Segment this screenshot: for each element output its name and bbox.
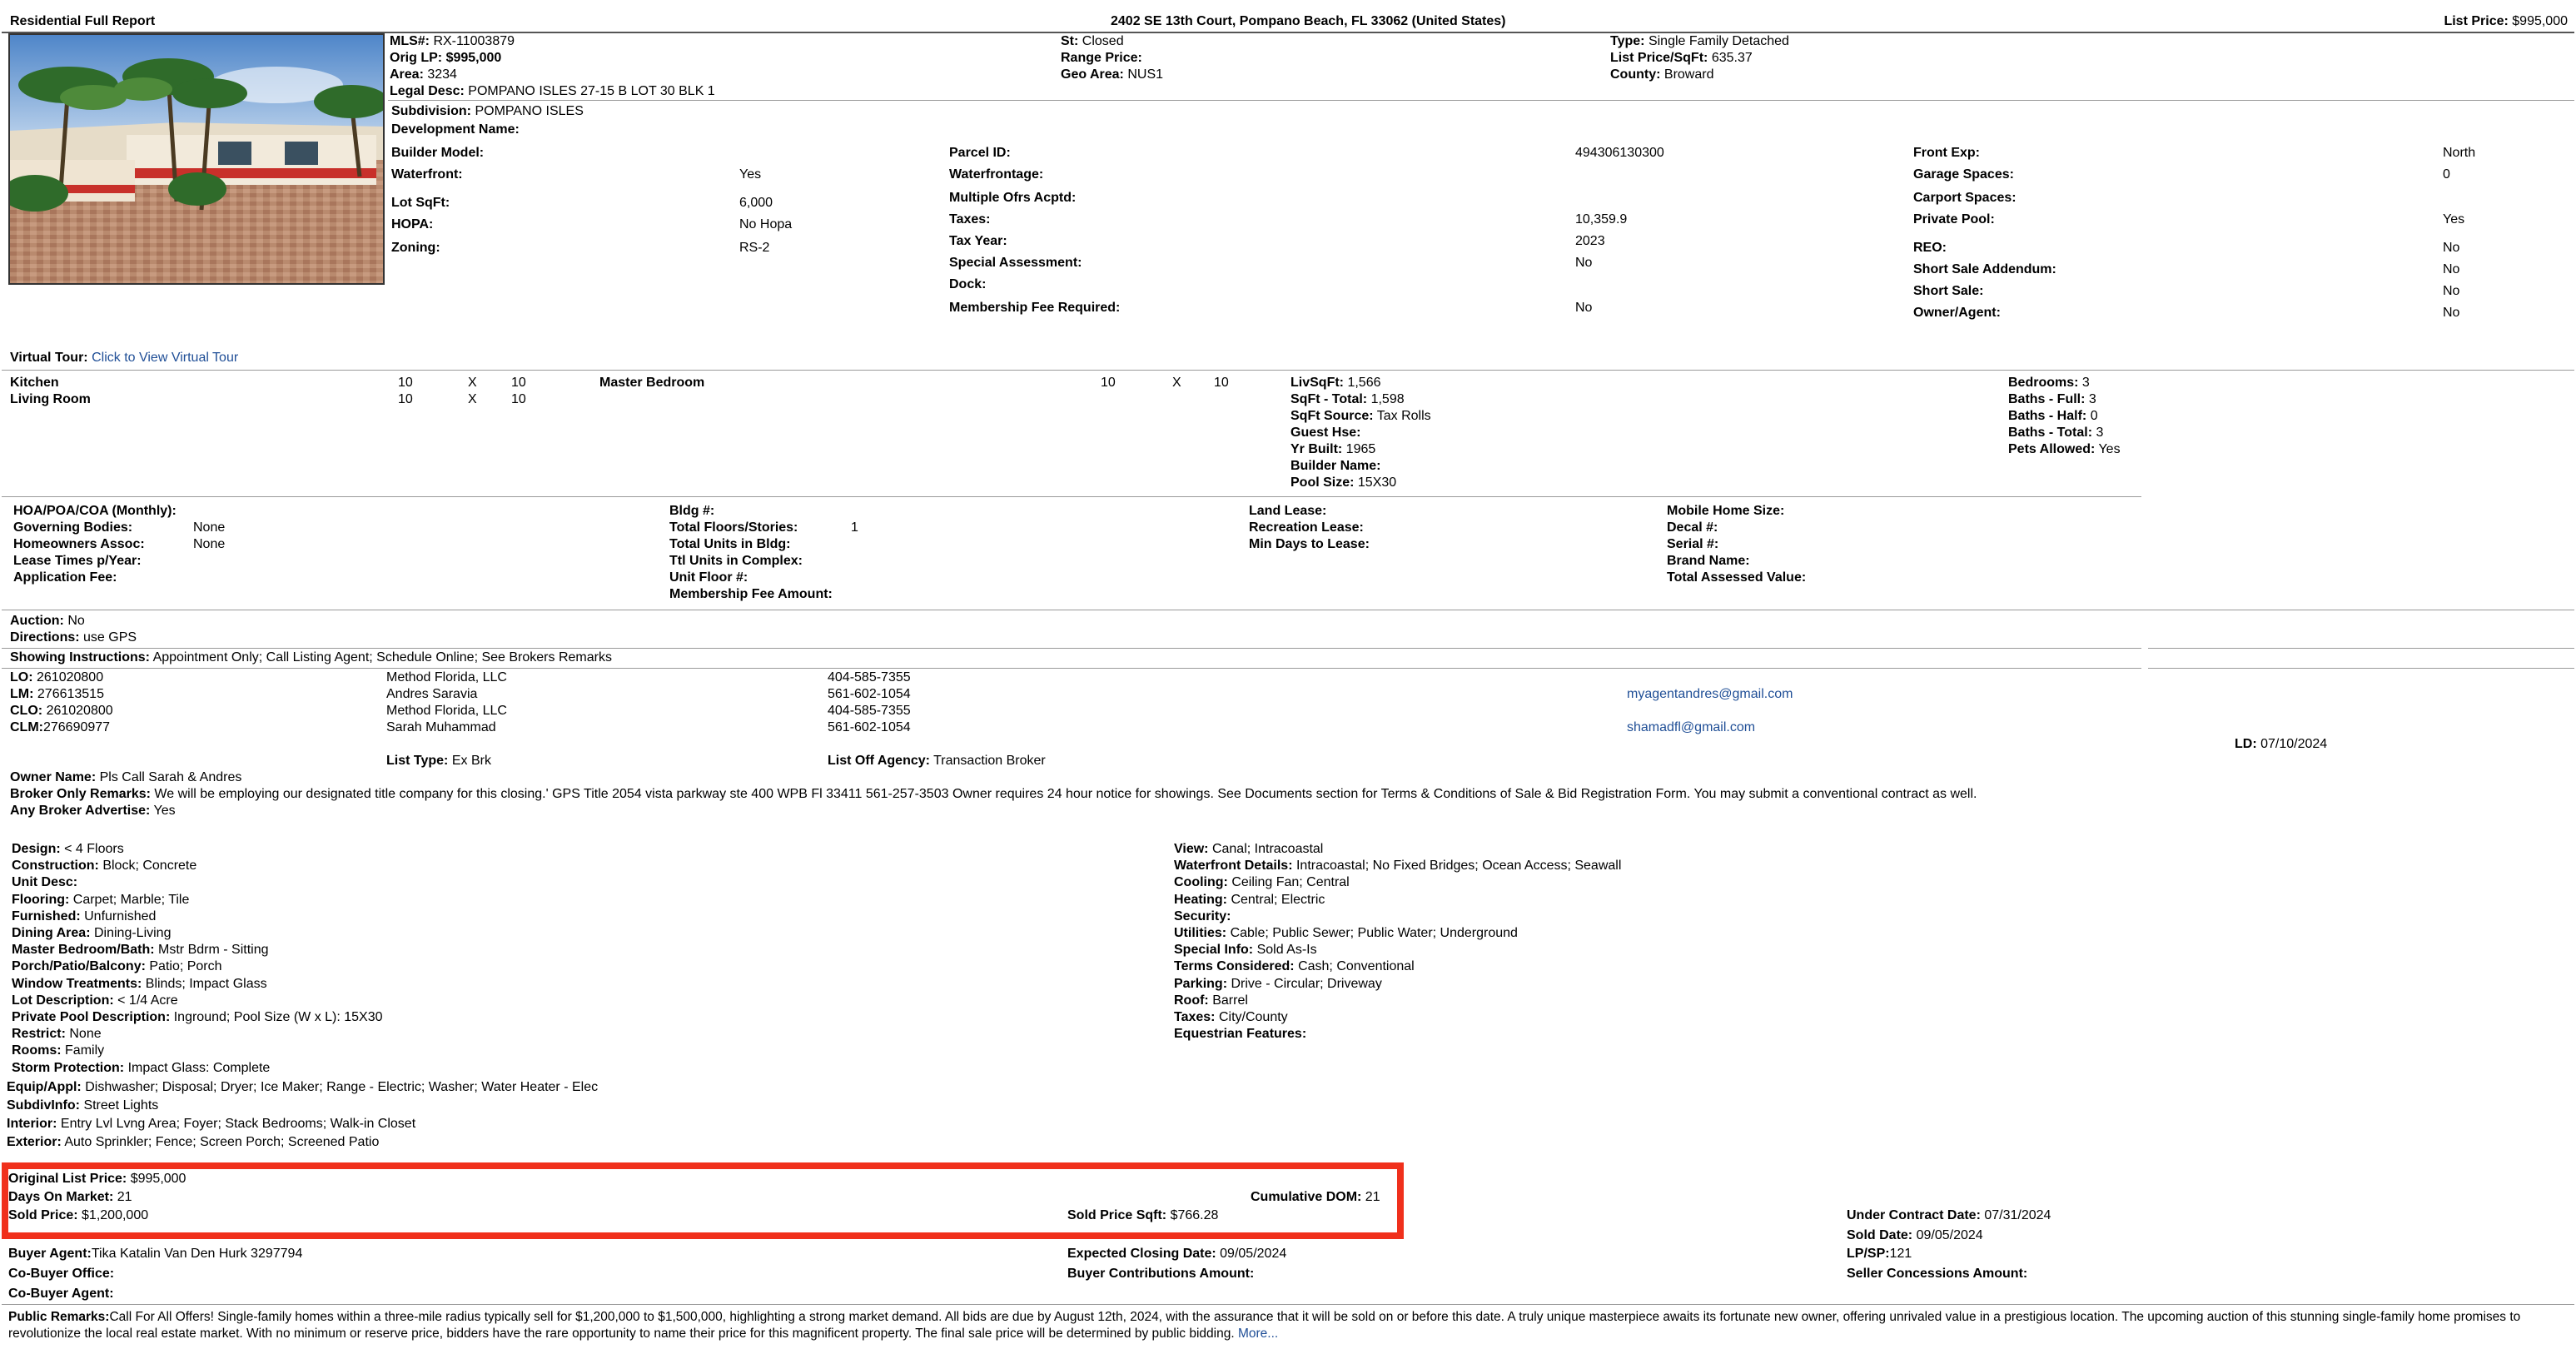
room-kitchen: Kitchen <box>10 376 59 390</box>
sold-date: Sold Date: 09/05/2024 <box>1847 1228 1983 1242</box>
feature-value: Street Lights <box>83 1098 159 1113</box>
owner-agent-label: Owner/Agent: <box>1913 306 2001 320</box>
original-list-price: Original List Price: $995,000 <box>8 1172 186 1186</box>
feature-value: Entry Lvl Lvng Area; Foyer; Stack Bedrooms; Walk-in Closet <box>60 1117 416 1131</box>
multiple-offers-label: Multiple Ofrs Acptd: <box>949 191 1077 205</box>
special-assessment-label: Special Assessment: <box>949 256 1082 270</box>
list-price-sqft: List Price/SqFt: 635.37 <box>1610 51 1753 65</box>
private-pool-label: Private Pool: <box>1913 212 1995 226</box>
feature-value: Dishwasher; Disposal; Dryer; Ice Maker; Range - Electric; Washer; Water Heater - Elec <box>85 1080 599 1094</box>
days-on-market: Days On Market: 21 <box>8 1190 132 1204</box>
total-floors-label: Total Floors/Stories: <box>669 520 798 535</box>
master-dim-x: X <box>1172 376 1181 390</box>
showing-instructions: Showing Instructions: Appointment Only; Call Listing Agent; Schedule Online; See Brokers Remarks <box>10 650 612 665</box>
agent-lo-name: Method Florida, LLC <box>386 670 507 684</box>
feature-value: Intracoastal; No Fixed Bridges; Ocean Access; Seawall <box>1295 859 1622 874</box>
hopa-label: HOPA: <box>391 217 434 231</box>
co-buyer-office-label: Co-Buyer Office: <box>8 1267 115 1281</box>
brand-name-label: Brand Name: <box>1667 554 1750 568</box>
feature-row <box>12 925 171 943</box>
legal-desc: Legal Desc: POMPANO ISLES 27-15 B LOT 30 BLK 1 <box>390 84 715 98</box>
feature-row <box>12 858 196 875</box>
application-fee-label: Application Fee: <box>13 570 117 585</box>
agent-clm: CLM:276690977 <box>10 720 111 734</box>
feature-row <box>1174 976 1382 993</box>
feature-row <box>12 874 77 892</box>
decal-label: Decal #: <box>1667 520 1718 535</box>
feature-label: Interior: <box>7 1117 57 1131</box>
reo-label: REO: <box>1913 241 1947 255</box>
room-master: Master Bedroom <box>599 376 705 390</box>
feature-value: Cable; Public Sewer; Public Water; Underground <box>1230 926 1518 940</box>
agent-lm-name: Andres Saravia <box>386 687 478 701</box>
parcel-id-value: 494306130300 <box>1575 146 1664 160</box>
lot-sqft-value: 6,000 <box>739 196 773 210</box>
agents-divider-left <box>2 668 2141 669</box>
baths-full: Baths - Full: 3 <box>2008 392 2096 406</box>
zoning-label: Zoning: <box>391 241 440 255</box>
feature-row <box>7 1116 415 1133</box>
feature-value: City/County <box>1218 1010 1288 1024</box>
property-address: 2402 SE 13th Court, Pompano Beach, FL 33062 (United States) <box>1111 14 1506 28</box>
garage-value: 0 <box>2443 167 2450 182</box>
feature-label: Security: <box>1174 908 1231 923</box>
hoa-divider <box>2 496 2141 497</box>
pets-allowed: Pets Allowed: Yes <box>2008 442 2121 456</box>
summary-divider <box>388 100 2574 101</box>
sold-price-sqft: Sold Price Sqft: $766.28 <box>1067 1208 1219 1222</box>
feature-value: Blinds; Impact Glass <box>145 976 267 991</box>
feature-label: Terms Considered: <box>1174 959 1295 974</box>
feature-row <box>1174 841 1323 859</box>
baths-half: Baths - Half: 0 <box>2008 409 2098 423</box>
feature-row <box>12 993 178 1010</box>
agent-clo-phone: 404-585-7355 <box>828 704 911 718</box>
taxes-value: 10,359.9 <box>1575 212 1628 226</box>
feature-value: Family <box>65 1043 105 1058</box>
short-sale-label: Short Sale: <box>1913 284 1984 298</box>
mobile-home-size-label: Mobile Home Size: <box>1667 504 1785 518</box>
feature-label: Restrict: <box>12 1027 66 1042</box>
feature-row <box>12 942 269 959</box>
master-dim-2: 10 <box>1214 376 1229 390</box>
feature-value: Mstr Bdrm - Sitting <box>158 943 269 958</box>
short-sale-addendum-label: Short Sale Addendum: <box>1913 262 2056 276</box>
feature-label: Furnished: <box>12 908 81 923</box>
sale-highlight-box <box>2 1162 1404 1239</box>
showing-divider-left <box>2 648 2141 649</box>
agent-clm-email-link[interactable]: shamadfl@gmail.com <box>1627 720 1756 734</box>
total-floors-value: 1 <box>851 520 858 535</box>
feature-value: Unfurnished <box>84 908 157 923</box>
feature-row <box>1174 858 1621 875</box>
area: Area: 3234 <box>390 67 457 82</box>
feature-value: Barrel <box>1212 993 1248 1008</box>
feature-value: Sold As-Is <box>1256 943 1317 958</box>
hoa-label: HOA/POA/COA (Monthly): <box>13 504 177 518</box>
reo-value: No <box>2443 241 2460 255</box>
homeowners-assoc-value: None <box>193 537 226 551</box>
governing-bodies-value: None <box>193 520 226 535</box>
feature-row <box>1174 1009 1288 1027</box>
feature-value: Dining-Living <box>93 926 172 940</box>
waterfrontage-label: Waterfrontage: <box>949 167 1044 182</box>
dock-label: Dock: <box>949 277 987 291</box>
membership-fee-value: No <box>1575 301 1593 315</box>
special-assessment-value: No <box>1575 256 1593 270</box>
membership-fee-amount-label: Membership Fee Amount: <box>669 587 833 601</box>
expected-closing-date: Expected Closing Date: 09/05/2024 <box>1067 1247 1287 1261</box>
feature-row <box>12 976 267 993</box>
agent-lm: LM: 276613515 <box>10 687 104 701</box>
under-contract-date: Under Contract Date: 07/31/2024 <box>1847 1208 2051 1222</box>
short-sale-addendum-value: No <box>2443 262 2460 276</box>
agent-lo-phone: 404-585-7355 <box>828 670 911 684</box>
sqft-source: SqFt Source: Tax Rolls <box>1290 409 1431 423</box>
agent-lo: LO: 261020800 <box>10 670 104 684</box>
baths-total: Baths - Total: 3 <box>2008 426 2104 440</box>
auction: Auction: No <box>10 614 85 628</box>
kitchen-dim-2: 10 <box>511 376 526 390</box>
rooms-divider <box>2 370 2574 371</box>
min-days-lease-label: Min Days to Lease: <box>1249 537 1370 551</box>
broker-only-remarks: Broker Only Remarks: We will be employing our designated title company for this closing.' GPS Title 2054 vista parkway ste 400 WPB Fl 33411 561-257-3503 Owner requires 24 hour notice for showings. See Documents section for Terms & Conditions of Sale & Bid Registration Form. You may submit a conventional contract as well. <box>10 787 1977 801</box>
directions: Directions: use GPS <box>10 630 137 645</box>
feature-label: Special Info: <box>1174 943 1254 958</box>
tax-year-label: Tax Year: <box>949 234 1007 248</box>
feature-label: Exterior: <box>7 1135 62 1149</box>
feature-label: Window Treatments: <box>12 976 142 991</box>
unit-floor-label: Unit Floor #: <box>669 570 748 585</box>
feature-row <box>1174 874 1350 892</box>
feature-label: Equip/Appl: <box>7 1080 82 1094</box>
list-date: LD: 07/10/2024 <box>2235 737 2328 751</box>
room-living: Living Room <box>10 392 91 406</box>
master-dim-1: 10 <box>1101 376 1116 390</box>
feature-row <box>7 1098 158 1115</box>
co-buyer-agent-label: Co-Buyer Agent: <box>8 1287 114 1301</box>
showing-divider-right <box>2148 648 2574 649</box>
agent-clm-name: Sarah Muhammad <box>386 720 496 734</box>
public-remarks: Public Remarks:Call For All Offers! Single-family homes within a three-mile radius typically sell for $1,200,000 to $1,500,000, highlighting a strong market demand. All bids are due by August 12th, 2024, with the assurance that it will be sold on or before this date. A truly unique masterpiece awaits its fortunate new owner, offering unrivaled value in a prestigious location. The upcoming auction of this stunning single-family home promises to revolutionize the local real estate market. With no minimum or reserve price, bidders have the rare opportunity to name their price for this magnificent property. The final sale price will be determined by public bidding. More... <box>8 1310 2521 1342</box>
feature-row <box>12 892 189 909</box>
feature-label: Flooring: <box>12 892 70 907</box>
status: St: Closed <box>1061 34 1124 48</box>
feature-value: None <box>69 1027 102 1042</box>
feature-label: Unit Desc: <box>12 875 78 890</box>
kitchen-dim-1: 10 <box>398 376 413 390</box>
feature-label: View: <box>1174 842 1209 856</box>
total-units-label: Total Units in Bldg: <box>669 537 791 551</box>
feature-value: Ceiling Fan; Central <box>1231 875 1350 890</box>
recreation-lease-label: Recreation Lease: <box>1249 520 1364 535</box>
more-link[interactable]: More... <box>1237 1327 1279 1342</box>
feature-label: Waterfront Details: <box>1174 859 1293 874</box>
feature-row <box>1174 942 1317 959</box>
virtual-tour: Virtual Tour: Click to View Virtual Tour <box>10 351 239 365</box>
report-title: Residential Full Report <box>10 14 156 28</box>
agent-clm-phone: 561-602-1054 <box>828 720 911 734</box>
feature-row <box>12 958 222 976</box>
agent-clo: CLO: 261020800 <box>10 704 113 718</box>
tax-year-value: 2023 <box>1575 234 1605 248</box>
feature-label: Heating: <box>1174 892 1227 907</box>
house-photo-image <box>10 35 383 283</box>
development-name: Development Name: <box>391 122 520 137</box>
seller-concessions-label: Seller Concessions Amount: <box>1847 1267 2028 1281</box>
list-off-agency: List Off Agency: Transaction Broker <box>828 754 1046 768</box>
waterfront-value: Yes <box>739 167 762 182</box>
subdivision: Subdivision: POMPANO ISLES <box>391 104 584 118</box>
feature-row <box>1174 892 1325 909</box>
guest-house: Guest Hse: <box>1290 426 1361 440</box>
feature-row <box>1174 908 1231 926</box>
feature-row <box>12 841 124 859</box>
ttl-units-complex-label: Ttl Units in Complex: <box>669 554 803 568</box>
feature-row <box>7 1079 598 1097</box>
feature-value: Impact Glass: Complete <box>127 1060 271 1075</box>
agent-clo-name: Method Florida, LLC <box>386 704 507 718</box>
sqft-total: SqFt - Total: 1,598 <box>1290 392 1405 406</box>
feature-value: Block; Concrete <box>102 859 197 874</box>
cumulative-dom: Cumulative DOM: 21 <box>1251 1190 1380 1204</box>
year-built: Yr Built: 1965 <box>1290 442 1376 456</box>
owner-agent-value: No <box>2443 306 2460 320</box>
owner-name: Owner Name: Pls Call Sarah & Andres <box>10 770 242 784</box>
feature-label: Equestrian Features: <box>1174 1027 1307 1042</box>
living-dim-2: 10 <box>511 392 526 406</box>
virtual-tour-link[interactable]: Click to View Virtual Tour <box>92 351 239 365</box>
land-lease-label: Land Lease: <box>1249 504 1327 518</box>
feature-row <box>12 1043 104 1060</box>
garage-label: Garage Spaces: <box>1913 167 2014 182</box>
hopa-value: No Hopa <box>739 217 793 231</box>
header-divider <box>2 32 2574 33</box>
feature-label: Design: <box>12 842 61 856</box>
serial-label: Serial #: <box>1667 537 1719 551</box>
parcel-id-label: Parcel ID: <box>949 146 1011 160</box>
governing-bodies-label: Governing Bodies: <box>13 520 133 535</box>
feature-value: < 1/4 Acre <box>117 993 178 1008</box>
total-assessed-label: Total Assessed Value: <box>1667 570 1807 585</box>
lp-sp: LP/SP:121 <box>1847 1247 1912 1261</box>
orig-lp: Orig LP: $995,000 <box>390 51 502 65</box>
carport-label: Carport Spaces: <box>1913 191 2017 205</box>
property-photo[interactable] <box>8 33 385 285</box>
feature-label: SubdivInfo: <box>7 1098 80 1113</box>
remarks-divider <box>2 1304 2574 1305</box>
builder-name: Builder Name: <box>1290 459 1381 473</box>
feature-label: Porch/Patio/Balcony: <box>12 959 146 974</box>
geo-area: Geo Area: NUS1 <box>1061 67 1164 82</box>
list-price: List Price: $995,000 <box>2444 14 2568 28</box>
builder-model-label: Builder Model: <box>391 146 485 160</box>
feature-label: Construction: <box>12 859 99 874</box>
feature-label: Roof: <box>1174 993 1209 1008</box>
liv-sqft: LivSqFt: 1,566 <box>1290 376 1381 390</box>
feature-row <box>12 1060 270 1078</box>
buyer-contributions-label: Buyer Contributions Amount: <box>1067 1267 1255 1281</box>
feature-value: Central; Electric <box>1231 892 1325 907</box>
county: County: Broward <box>1610 67 1714 82</box>
private-pool-value: Yes <box>2443 212 2465 226</box>
front-exp-value: North <box>2443 146 2476 160</box>
feature-row <box>1174 993 1248 1010</box>
feature-row <box>1174 925 1518 943</box>
lease-times-label: Lease Times p/Year: <box>13 554 142 568</box>
feature-label: Lot Description: <box>12 993 114 1008</box>
sold-price: Sold Price: $1,200,000 <box>8 1208 149 1222</box>
list-type: List Type: Ex Brk <box>386 754 491 768</box>
feature-value: Inground; Pool Size (W x L): 15X30 <box>173 1010 383 1024</box>
bldg-label: Bldg #: <box>669 504 715 518</box>
feature-label: Utilities: <box>1174 926 1227 940</box>
taxes-label: Taxes: <box>949 212 991 226</box>
feature-label: Dining Area: <box>12 926 91 940</box>
zoning-value: RS-2 <box>739 241 770 255</box>
feature-row <box>12 1026 102 1043</box>
feature-label: Cooling: <box>1174 875 1228 890</box>
feature-row <box>1174 958 1415 976</box>
living-dim-1: 10 <box>398 392 413 406</box>
agents-divider-right <box>2148 668 2574 669</box>
feature-value: Carpet; Marble; Tile <box>72 892 190 907</box>
property-type: Type: Single Family Detached <box>1610 34 1789 48</box>
feature-value: Drive - Circular; Driveway <box>1231 976 1382 991</box>
feature-row <box>12 908 156 926</box>
waterfront-label: Waterfront: <box>391 167 463 182</box>
mls-number: MLS#: RX-11003879 <box>390 34 515 48</box>
feature-value: Auto Sprinkler; Fence; Screen Porch; Screened Patio <box>64 1135 380 1149</box>
range-price: Range Price: <box>1061 51 1142 65</box>
agent-lm-email-link[interactable]: myagentandres@gmail.com <box>1627 687 1793 701</box>
feature-label: Parking: <box>1174 976 1228 991</box>
feature-value: Patio; Porch <box>149 959 222 974</box>
feature-label: Private Pool Description: <box>12 1010 171 1024</box>
feature-row <box>1174 1026 1306 1043</box>
feature-row <box>12 1009 383 1027</box>
pool-size: Pool Size: 15X30 <box>1290 475 1397 490</box>
front-exp-label: Front Exp: <box>1913 146 1980 160</box>
agent-lm-phone: 561-602-1054 <box>828 687 911 701</box>
membership-fee-label: Membership Fee Required: <box>949 301 1121 315</box>
buyer-agent: Buyer Agent:Tika Katalin Van Den Hurk 3297794 <box>8 1247 303 1261</box>
homeowners-assoc-label: Homeowners Assoc: <box>13 537 145 551</box>
any-broker-advertise: Any Broker Advertise: Yes <box>10 804 176 818</box>
feature-label: Taxes: <box>1174 1010 1216 1024</box>
short-sale-value: No <box>2443 284 2460 298</box>
feature-label: Rooms: <box>12 1043 62 1058</box>
feature-value: < 4 Floors <box>64 842 124 856</box>
living-dim-x: X <box>468 392 477 406</box>
lot-sqft-label: Lot SqFt: <box>391 196 450 210</box>
feature-value: Canal; Intracoastal <box>1211 842 1324 856</box>
feature-row <box>7 1134 379 1152</box>
feature-value: Cash; Conventional <box>1298 959 1415 974</box>
kitchen-dim-x: X <box>468 376 477 390</box>
feature-label: Master Bedroom/Bath: <box>12 943 155 958</box>
bedrooms: Bedrooms: 3 <box>2008 376 2090 390</box>
feature-label: Storm Protection: <box>12 1060 125 1075</box>
